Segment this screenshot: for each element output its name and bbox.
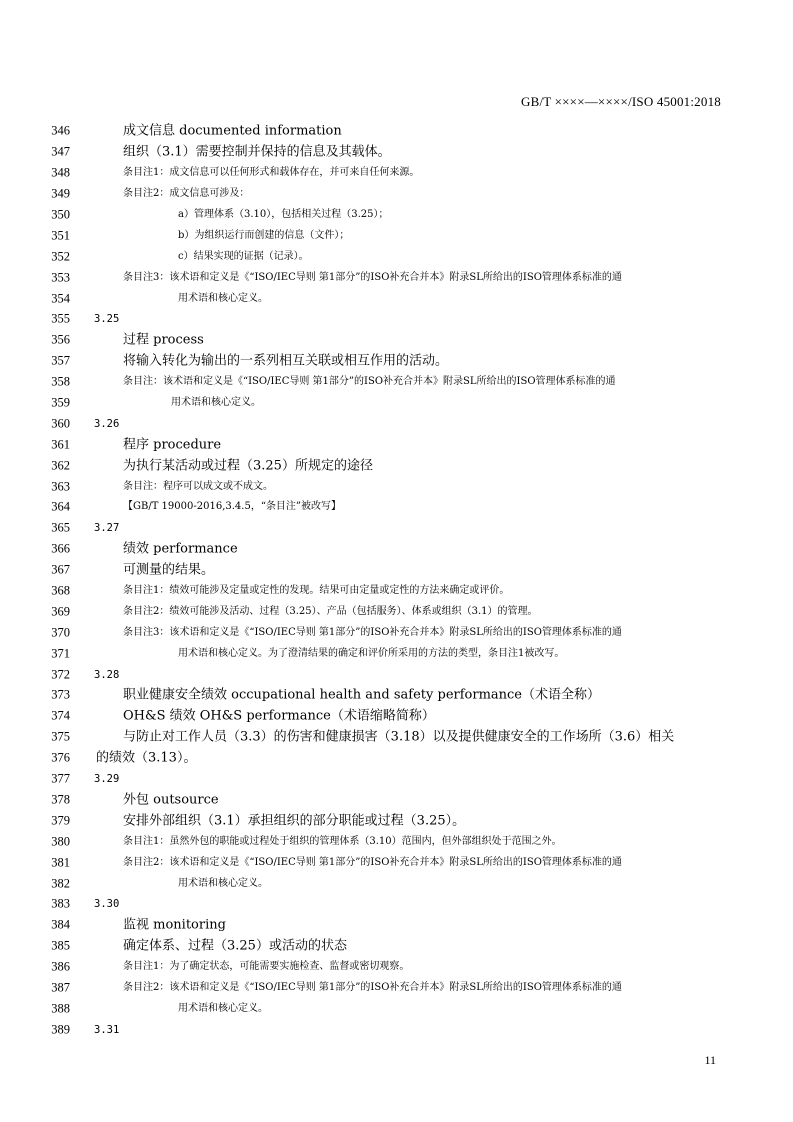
document-line xyxy=(0,748,793,769)
document-line xyxy=(0,163,793,184)
line-text: 3.28 xyxy=(94,668,120,681)
document-line xyxy=(0,205,793,226)
line-number: 359 xyxy=(51,395,70,410)
line-number: 386 xyxy=(51,959,70,974)
line-text: 用术语和核心定义。 xyxy=(178,1002,268,1014)
document-line xyxy=(0,790,793,811)
document-line xyxy=(0,978,793,999)
document-line xyxy=(0,434,793,455)
line-number: 375 xyxy=(51,729,70,744)
line-text: 3.30 xyxy=(94,898,120,911)
line-number: 374 xyxy=(51,708,70,723)
line-text: 确定体系、过程（3.25）或活动的状态 xyxy=(123,938,347,954)
line-number: 353 xyxy=(51,270,70,285)
line-number: 351 xyxy=(51,228,70,243)
line-text: 程序 procedure xyxy=(123,437,222,453)
line-text: 与防止对工作人员（3.3）的伤害和健康损害（3.18）以及提供健康安全的工作场所（3.6）相关 xyxy=(123,729,675,745)
document-line xyxy=(0,309,793,330)
document-line xyxy=(0,1019,793,1040)
document-line xyxy=(0,518,793,539)
line-number: 382 xyxy=(51,876,70,890)
line-number: 366 xyxy=(51,541,70,556)
document-line xyxy=(0,685,793,706)
line-text: 外包 outsource xyxy=(123,792,219,808)
document-line xyxy=(0,873,793,894)
document-line xyxy=(0,601,793,622)
line-text: 条目注2：该术语和定义是《“ISO/IEC导则 第1部分”的ISO补充合并本》附录SL所给出的ISO管理体系标准的通 xyxy=(123,856,622,868)
line-number: 373 xyxy=(51,687,70,702)
line-text: 条目注3：该术语和定义是《“ISO/IEC导则 第1部分”的ISO补充合并本》附录SL所给出的ISO管理体系标准的通 xyxy=(123,271,622,283)
document-line xyxy=(0,393,793,414)
line-number: 376 xyxy=(51,750,70,765)
line-number: 379 xyxy=(51,813,70,828)
line-number: 387 xyxy=(51,980,70,995)
line-text: 条目注：该术语和定义是《“ISO/IEC导则 第1部分”的ISO补充合并本》附录SL所给出的ISO管理体系标准的通 xyxy=(123,376,616,388)
document-line xyxy=(0,810,793,831)
document-line xyxy=(0,184,793,205)
line-text: 将输入转化为输出的一系列相互关联或相互作用的活动。 xyxy=(123,353,449,369)
line-text: 3.27 xyxy=(94,522,120,535)
line-text: 条目注1：虽然外包的职能或过程处于组织的管理体系（3.10）范围内，但外部组织处于范围之外。 xyxy=(123,835,562,847)
document-line xyxy=(0,957,793,978)
document-line xyxy=(0,413,793,434)
line-number: 377 xyxy=(51,771,70,786)
document-line xyxy=(0,581,793,602)
line-number: 361 xyxy=(51,437,70,452)
document-line xyxy=(0,225,793,246)
line-number: 360 xyxy=(51,416,70,431)
line-text: 组织（3.1）需要控制并保持的信息及其载体。 xyxy=(123,144,391,160)
document-line xyxy=(0,539,793,560)
line-number: 368 xyxy=(51,583,70,598)
document-line xyxy=(0,288,793,309)
line-text: 3.26 xyxy=(94,417,120,430)
line-number: 389 xyxy=(51,1022,70,1037)
line-text: 条目注3：该术语和定义是《“ISO/IEC导则 第1部分”的ISO补充合并本》附录SL所给出的ISO管理体系标准的通 xyxy=(123,626,622,638)
page-header: GB/T ××××—××××/ISO 45001:2018 xyxy=(520,94,721,109)
line-number: 371 xyxy=(51,646,70,661)
line-text: 用术语和核心定义。 xyxy=(171,397,261,409)
document-line xyxy=(0,497,793,518)
line-number: 358 xyxy=(51,374,70,389)
line-text: 3.29 xyxy=(94,772,120,785)
line-text: 过程 process xyxy=(123,332,204,348)
line-number: 381 xyxy=(51,855,70,870)
document-line xyxy=(0,622,793,643)
document-line xyxy=(0,372,793,393)
line-number: 349 xyxy=(51,186,70,201)
document-line xyxy=(0,894,793,915)
document-line xyxy=(0,915,793,936)
document-line xyxy=(0,330,793,351)
line-text: 条目注2：该术语和定义是《“ISO/IEC导则 第1部分”的ISO补充合并本》附录SL所给出的ISO管理体系标准的通 xyxy=(123,981,622,993)
line-text: 成文信息 documented information xyxy=(123,123,342,139)
line-number: 385 xyxy=(51,938,70,953)
document-line xyxy=(0,852,793,873)
document-line xyxy=(0,351,793,372)
document-line xyxy=(0,936,793,957)
document-line xyxy=(0,727,793,748)
document-line xyxy=(0,121,793,142)
line-number: 383 xyxy=(51,896,70,911)
line-text: 的绩效（3.13）。 xyxy=(96,750,197,766)
line-number: 372 xyxy=(51,667,70,682)
line-number: 378 xyxy=(51,792,70,807)
line-number: 380 xyxy=(51,834,70,849)
line-number: 365 xyxy=(51,520,70,535)
line-text: 3.31 xyxy=(94,1023,120,1036)
document-line xyxy=(0,246,793,267)
line-text: 条目注1：绩效可能涉及定量或定性的发现。结果可由定量或定性的方法来确定或评价。 xyxy=(123,585,510,597)
line-number: 346 xyxy=(51,123,70,138)
line-number: 384 xyxy=(51,917,70,932)
line-number: 370 xyxy=(51,625,70,640)
line-text: 条目注：程序可以成文或不成文。 xyxy=(123,480,273,492)
document-line xyxy=(0,664,793,685)
line-text: 条目注1：成文信息可以任何形式和载体存在，并可来自任何来源。 xyxy=(123,167,420,179)
document-line xyxy=(0,831,793,852)
line-number: 347 xyxy=(51,144,70,159)
document-line xyxy=(0,455,793,476)
line-text: 监视 monitoring xyxy=(123,917,226,933)
line-number: 388 xyxy=(51,1001,70,1016)
document-line xyxy=(0,706,793,727)
line-number: 348 xyxy=(51,165,70,180)
line-number: 362 xyxy=(51,458,70,473)
line-number: 363 xyxy=(51,479,70,494)
document-line xyxy=(0,560,793,581)
document-line xyxy=(0,643,793,664)
document-line xyxy=(0,142,793,163)
line-text: 安排外部组织（3.1）承担组织的部分职能或过程（3.25）。 xyxy=(123,813,466,829)
line-number: 354 xyxy=(51,291,70,306)
line-text: c）结果实现的证据（记录）。 xyxy=(178,250,309,262)
line-number: 369 xyxy=(51,604,70,619)
line-number: 364 xyxy=(51,499,70,514)
line-text: 用术语和核心定义。 xyxy=(178,292,268,304)
line-number: 352 xyxy=(51,249,70,264)
line-text: 可测量的结果。 xyxy=(123,562,215,578)
document-line xyxy=(0,769,793,790)
document-line xyxy=(0,476,793,497)
line-text: OH&S 绩效 OH&S performance（术语缩略简称） xyxy=(123,708,435,724)
line-number: 357 xyxy=(51,353,70,368)
line-text: a）管理体系（3.10），包括相关过程（3.25）； xyxy=(178,209,389,220)
line-text: 3.25 xyxy=(94,313,120,326)
line-text: 绩效 performance xyxy=(123,541,238,557)
line-text: 条目注2：成文信息可涉及： xyxy=(123,188,250,200)
line-text: b）为组织运行而创建的信息（文件）； xyxy=(178,229,350,241)
line-text: 条目注1：为了确定状态，可能需要实施检查、监督或密切观察。 xyxy=(123,961,410,973)
document-line xyxy=(0,267,793,288)
line-number: 367 xyxy=(51,562,70,577)
line-text: 用术语和核心定义。 xyxy=(178,877,268,889)
line-number: 355 xyxy=(51,311,70,326)
line-number: 356 xyxy=(51,332,70,347)
line-text: 【GB/T 19000-2016,3.4.5，“条目注”被改写】 xyxy=(123,501,342,513)
line-text: 条目注2：绩效可能涉及活动、过程（3.25）、产品（包括服务）、体系或组织（3.1）的管理。 xyxy=(123,605,538,617)
document-line xyxy=(0,998,793,1019)
line-text: 职业健康安全绩效 occupational health and safety performance（术语全称） xyxy=(123,687,601,703)
page-number: 11 xyxy=(704,1053,716,1067)
line-number: 350 xyxy=(51,207,70,222)
line-text: 为执行某活动或过程（3.25）所规定的途径 xyxy=(123,458,373,474)
line-text: 用术语和核心定义。为了澄清结果的确定和评价所采用的方法的类型，条目注1被改写。 xyxy=(178,647,565,659)
document-body xyxy=(0,121,793,1040)
